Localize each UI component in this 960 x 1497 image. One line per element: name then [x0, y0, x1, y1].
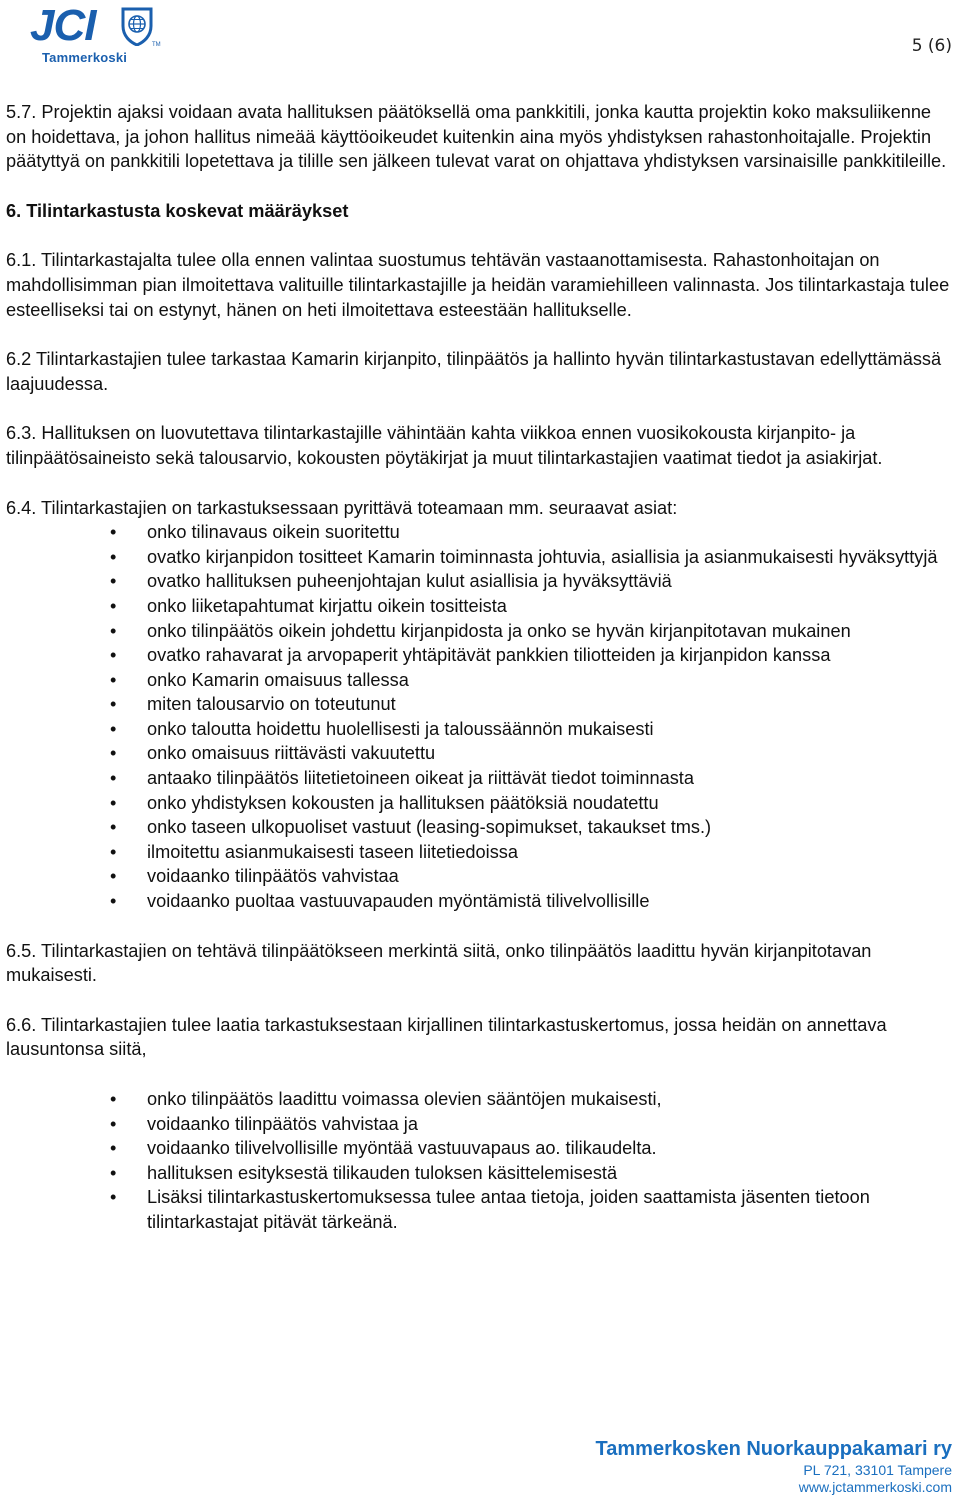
bullet-icon: •: [110, 792, 117, 813]
list-item: • onko taseen ulkopuoliset vastuut (leasing-sopimukset, takaukset tms.): [6, 815, 956, 840]
bullet-icon: •: [110, 1162, 117, 1183]
list-item: • onko yhdistyksen kokousten ja hallituksen päätöksiä noudatettu: [6, 791, 956, 816]
logo-subtext: Tammerkoski: [42, 50, 128, 65]
bullet-icon: •: [110, 768, 117, 789]
list-item: • onko tilinavaus oikein suoritettu: [6, 520, 956, 545]
list-item: • onko omaisuus riittävästi vakuutettu: [6, 741, 956, 766]
bullet-icon: •: [110, 522, 117, 543]
paragraph-6-5: 6.5. Tilintarkastajien on tehtävä tilinpäätökseen merkintä siitä, onko tilinpäätös laadittu hyvän kirjanpitotavan mukaisesti.: [6, 940, 872, 986]
paragraph-6-2: 6.2 Tilintarkastajien tulee tarkastaa Kamarin kirjanpito, tilinpäätös ja hallinto hyvän tilintarkastustavan edellyttämässä laajuudessa.: [6, 349, 942, 394]
bullet-icon: •: [110, 595, 117, 616]
footer-org-name: Tammerkosken Nuorkauppakamari ry: [595, 1438, 952, 1460]
bullet-icon: •: [110, 1113, 117, 1134]
page-number: 5 (6): [911, 36, 952, 56]
list-item: • onko liiketapahtumat kirjattu oikein tositteista: [6, 594, 956, 619]
section-heading-6: 6. Tilintarkastusta koskevat määräykset: [6, 200, 349, 221]
bullet-icon: •: [110, 546, 117, 567]
list-item: • antaako tilinpäätös liitetietoineen oikeat ja riittävät tiedot toiminnasta: [6, 766, 956, 791]
paragraph-6-4: 6.4. Tilintarkastajien on tarkastuksessaan pyrittävä toteamaan mm. seuraavat asiat:: [6, 497, 678, 518]
bullet-icon: •: [110, 1138, 117, 1159]
trademark-mark: TM: [152, 42, 161, 48]
list-item: • voidaanko tilinpäätös vahvistaa ja: [6, 1112, 956, 1137]
list-item: • ilmoitettu asianmukaisesti taseen liitetiedoissa: [6, 840, 956, 865]
list-item: • ovatko hallituksen puheenjohtajan kulut asiallisia ja hyväksyttäviä: [6, 569, 956, 594]
document-body: [6, 100, 956, 1260]
bullet-icon: •: [110, 694, 117, 715]
footer-address: PL 721, 33101 Tampere: [803, 1462, 952, 1478]
logo-jci-text: JCI: [30, 1, 96, 50]
bullet-icon: •: [110, 1187, 117, 1208]
footer-website-link[interactable]: www.jctammerkoski.com: [798, 1479, 952, 1495]
footer: [596, 1436, 952, 1496]
checklist-6-4: [6, 520, 956, 914]
list-item: • ovatko kirjanpidon tositteet Kamarin toiminnasta johtuvia, asiallisia ja asianmukaisesti hyväksyttyjä: [6, 545, 956, 570]
checklist-6-6: [6, 1087, 956, 1235]
list-item: • hallituksen esityksestä tilikauden tuloksen käsittelemisestä: [6, 1161, 956, 1186]
bullet-icon: •: [110, 1089, 117, 1109]
paragraph-6-3: 6.3. Hallituksen on luovutettava tilintarkastajille vähintään kahta viikkoa ennen vuosikokousta kirjanpito- ja tilinpäätösaineisto sekä talousarvio, kokousten pöytäkirjat ja muut tilintarkastajien vaatimat tiedot ja asiakirjat.: [6, 423, 883, 468]
list-item: • onko Kamarin omaisuus tallessa: [6, 668, 956, 693]
bullet-icon: •: [110, 817, 117, 838]
globe-emblem-icon: [120, 6, 154, 46]
paragraph-6-6: 6.6. Tilintarkastajien tulee laatia tarkastuksestaan kirjallinen tilintarkastuskertomus, jossa heidän on annettava lausuntonsa siitä,: [6, 1014, 887, 1060]
list-item: • onko taloutta hoidettu huolellisesti ja taloussäännön mukaisesti: [6, 717, 956, 742]
bullet-icon: •: [110, 743, 117, 764]
bullet-icon: •: [110, 645, 117, 666]
bullet-icon: •: [110, 891, 117, 912]
bullet-icon: •: [110, 669, 117, 690]
list-item: • voidaanko puoltaa vastuuvapauden myöntämistä tilivelvollisille: [6, 889, 956, 914]
bullet-icon: •: [110, 718, 117, 739]
bullet-icon: •: [110, 841, 117, 862]
bullet-icon: •: [110, 620, 117, 641]
list-item: • onko tilinpäätös laadittu voimassa olevien sääntöjen mukaisesti,: [6, 1087, 956, 1112]
bullet-icon: •: [110, 866, 117, 887]
bullet-icon: •: [110, 571, 117, 592]
paragraph-5-7: 5.7. Projektin ajaksi voidaan avata hallituksen päätöksellä oma pankkitili, jonka kautta projektin koko maksuliikenne on hoidettava, ja johon hallitus nimeää käyttöoikeudet kuitenkin aina myös yhdistyksen rahastonhoitajalle. Projektin päätyttyä on pankkitili lopetettava ja tilille sen jälkeen tulevat varat on ohjattava yhdistyksen varsinaisille pankkitileille.: [6, 102, 947, 172]
jci-logo: [30, 1, 165, 66]
list-item: • onko tilinpäätös oikein johdettu kirjanpidosta ja onko se hyvän kirjanpitotavan mukainen: [6, 619, 956, 644]
list-item: • voidaanko tilivelvollisille myöntää vastuuvapaus ao. tilikaudelta.: [6, 1136, 956, 1161]
list-item: • miten talousarvio on toteutunut: [6, 692, 956, 717]
list-item: • ovatko rahavarat ja arvopaperit yhtäpitävät pankkien tiliotteiden ja kirjanpidon kanssa: [6, 643, 956, 668]
list-item: • voidaanko tilinpäätös vahvistaa: [6, 864, 956, 889]
list-item: • Lisäksi tilintarkastuskertomuksessa tulee antaa tietoja, joiden saattamista jäsenten tietoon tilintarkastajat pitävät tärkeänä.: [110, 1187, 870, 1232]
paragraph-6-1: 6.1. Tilintarkastajalta tulee olla ennen valintaa suostumus tehtävän vastaanottamisesta. Rahastonhoitajan on mahdollisimman pian ilmoitettava valituille tilintarkastajille ja heidän varamiehilleen valinnasta. Jos tilintarkastaja tulee esteelliseksi tai on estynyt, hänen on heti ilmoitettava esteestään hallitukselle.: [6, 250, 950, 320]
